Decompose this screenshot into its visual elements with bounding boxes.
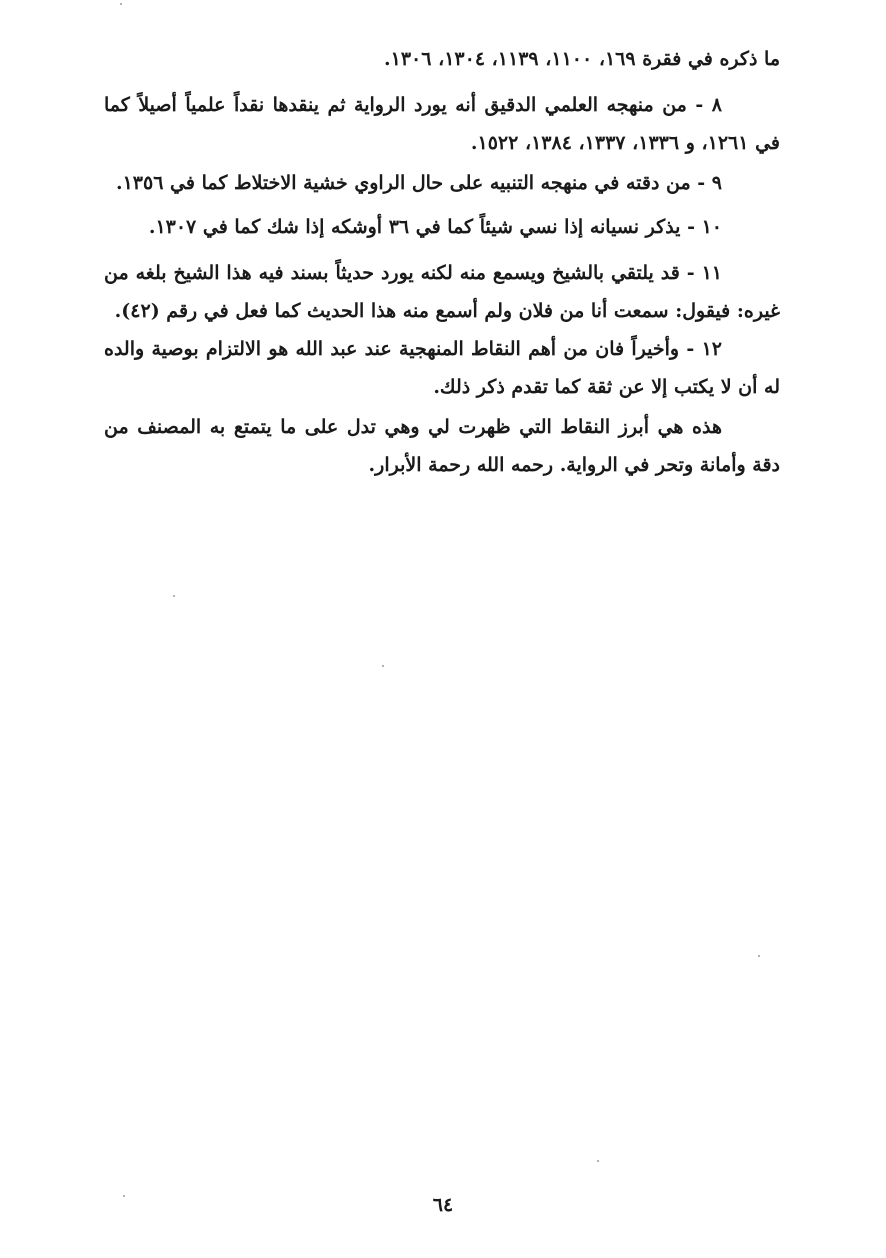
scan-speck	[382, 665, 384, 667]
scan-speck	[597, 1160, 599, 1162]
paragraph-item-10: ١٠ - يذكر نسيانه إذا نسي شيئاً كما في ٣٦ أوشكه إذا شك كما في ١٣٠٧.	[148, 216, 722, 238]
paragraph-item-8: ٨ - من منهجه العلمي الدقيق أنه يورد الرواية ثم ينقدها نقداً علمياً أصيلاً كما في ١٢٦١، و ١٣٣٦، ١٣٣٧، ١٣٨٤، ١٥٢٢.	[104, 94, 780, 154]
paragraph-conclusion: هذه هي أبرز النقاط التي ظهرت لي وهي تدل على ما يتمتع به المصنف من دقة وأمانة وتحر في الرواية. رحمه الله رحمة الأبرار.	[104, 416, 780, 476]
scan-speck	[173, 595, 175, 597]
page-number: ٦٤	[432, 1194, 454, 1216]
paragraph-item-12: ١٢ - وأخيراً فان من أهم النقاط المنهجية عند عبد الله هو الالتزام بوصية والده له أن لا يكتب إلا عن ثقة كما تقدم ذكر ذلك.	[104, 338, 780, 398]
paragraph-continuation: ما ذكره في فقرة ١٦٩، ١١٠٠، ١١٣٩، ١٣٠٤، ١٣٠٦.	[384, 48, 780, 70]
scan-speck	[120, 3, 122, 5]
paragraph-item-9: ٩ - من دقته في منهجه التنبيه على حال الراوي خشية الاختلاط كما في ١٣٥٦.	[115, 172, 722, 194]
scan-speck	[758, 955, 760, 957]
scan-speck	[123, 1195, 125, 1197]
paragraph-item-11: ١١ - قد يلتقي بالشيخ ويسمع منه لكنه يورد حديثاً بسند فيه هذا الشيخ بلغه من غيره: فيقول: سمعت أنا من فلان ولم أسمع منه هذا الحديث كما فعل في رقم (٤٢).	[104, 262, 780, 322]
